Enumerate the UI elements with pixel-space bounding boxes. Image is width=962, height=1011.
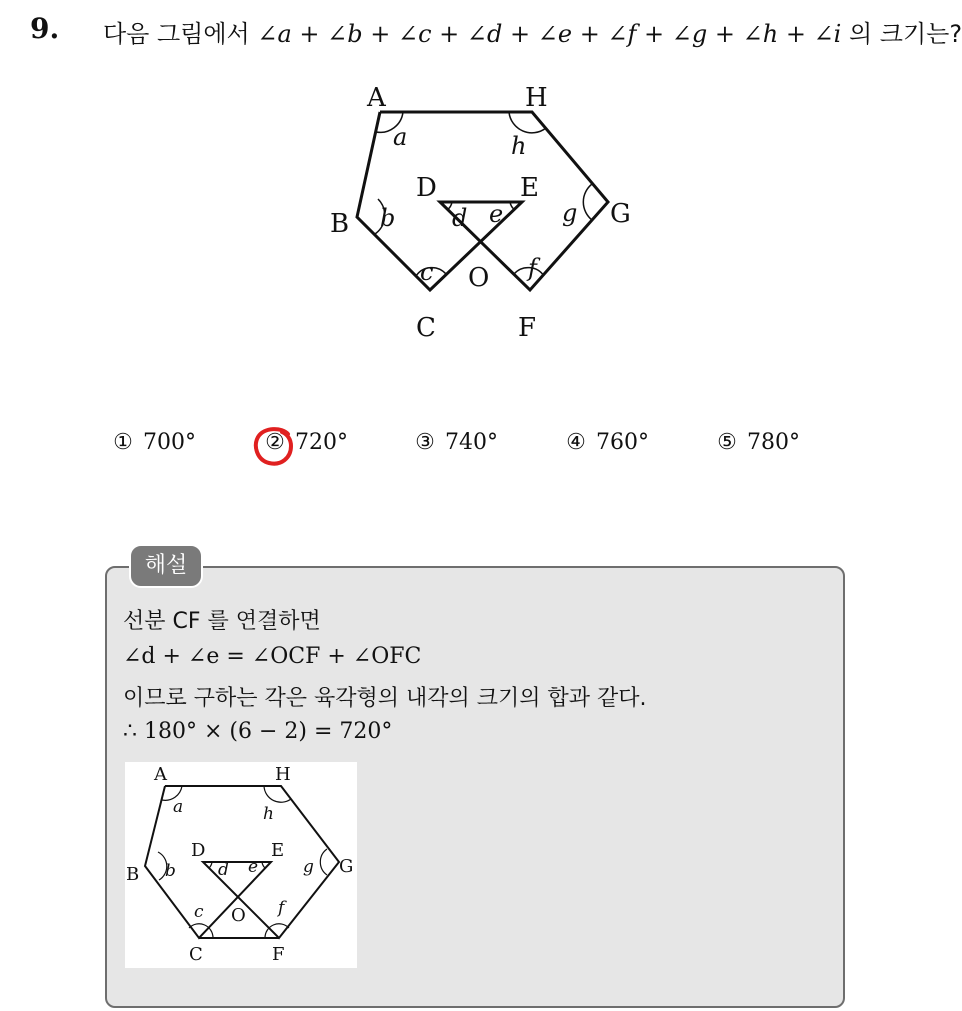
choice-3-value: 740° xyxy=(445,430,498,455)
angle-label-e: e xyxy=(489,200,504,228)
point-label-f: F xyxy=(518,313,537,343)
fig2-point-b: B xyxy=(126,864,140,885)
angle-label-g: g xyxy=(562,199,578,227)
choice-2-mark: ② xyxy=(265,430,285,455)
angle-label-d: d xyxy=(452,204,468,232)
question-prefix: 다음 그림에서 xyxy=(103,20,258,48)
explanation-line-2: ∠d + ∠e = ∠OCF + ∠OFC xyxy=(123,644,422,669)
point-label-d: D xyxy=(416,173,437,203)
fig2-point-g: G xyxy=(339,856,354,877)
choice-1-value: 700° xyxy=(143,430,196,455)
selected-answer-circle xyxy=(252,424,296,468)
fig2-point-h: H xyxy=(275,764,291,785)
point-label-a: A xyxy=(367,83,386,113)
angle-label-a: a xyxy=(393,123,408,151)
angle-label-h: h xyxy=(511,132,527,160)
fig2-angle-f: f xyxy=(278,898,285,918)
choice-1-mark: ① xyxy=(113,430,133,455)
question-suffix: 의 크기는? xyxy=(841,20,962,48)
fig2-point-a: A xyxy=(154,764,167,785)
fig2-angle-g: g xyxy=(303,857,314,877)
choice-5[interactable] xyxy=(714,430,800,455)
fig2-angle-d: d xyxy=(218,860,229,880)
point-label-o: O xyxy=(468,263,490,293)
angle-label-c: c xyxy=(420,258,434,286)
explanation-line-4: ∴ 180° × (6 − 2) = 720° xyxy=(123,719,393,744)
question-number: 9. xyxy=(30,12,60,45)
fig2-angle-b: b xyxy=(165,861,176,881)
explanation-figure xyxy=(125,762,357,968)
choice-5-value: 780° xyxy=(747,430,800,455)
angle-label-f: f xyxy=(528,254,537,282)
fig2-angle-e: e xyxy=(248,857,259,877)
fig2-point-f: F xyxy=(272,944,285,965)
choice-4[interactable] xyxy=(563,430,649,455)
point-label-g: G xyxy=(610,199,631,229)
choice-4-mark: ④ xyxy=(566,430,586,455)
choice-4-value: 760° xyxy=(596,430,649,455)
explanation-line-1: 선분 CF 를 연결하면 xyxy=(123,609,321,634)
question-text xyxy=(103,14,962,49)
fig2-angle-h: h xyxy=(263,804,274,824)
choice-5-mark: ⑤ xyxy=(717,430,737,455)
point-label-c: C xyxy=(416,313,436,343)
choice-1[interactable] xyxy=(110,430,196,455)
fig2-point-d: D xyxy=(191,840,206,861)
point-label-h: H xyxy=(525,83,548,113)
fig2-point-c: C xyxy=(189,944,203,965)
fig2-angle-a: a xyxy=(173,797,184,817)
angle-label-b: b xyxy=(380,204,396,232)
question-expression: ∠a + ∠b + ∠c + ∠d + ∠e + ∠f + ∠g + ∠h + ∠i xyxy=(257,20,842,48)
choice-3-mark: ③ xyxy=(415,430,435,455)
choice-2-value: 720° xyxy=(295,430,348,455)
point-label-e: E xyxy=(520,173,539,203)
main-figure xyxy=(320,82,640,352)
fig2-point-o: O xyxy=(231,905,246,926)
explanation-line-3: 이므로 구하는 각은 육각형의 내각의 크기의 합과 같다. xyxy=(123,686,647,711)
choice-3[interactable] xyxy=(412,430,498,455)
fig2-angle-c: c xyxy=(194,902,204,922)
point-label-b: B xyxy=(330,209,350,239)
explanation-tag: 해설 xyxy=(129,544,203,588)
fig2-point-e: E xyxy=(271,840,285,861)
